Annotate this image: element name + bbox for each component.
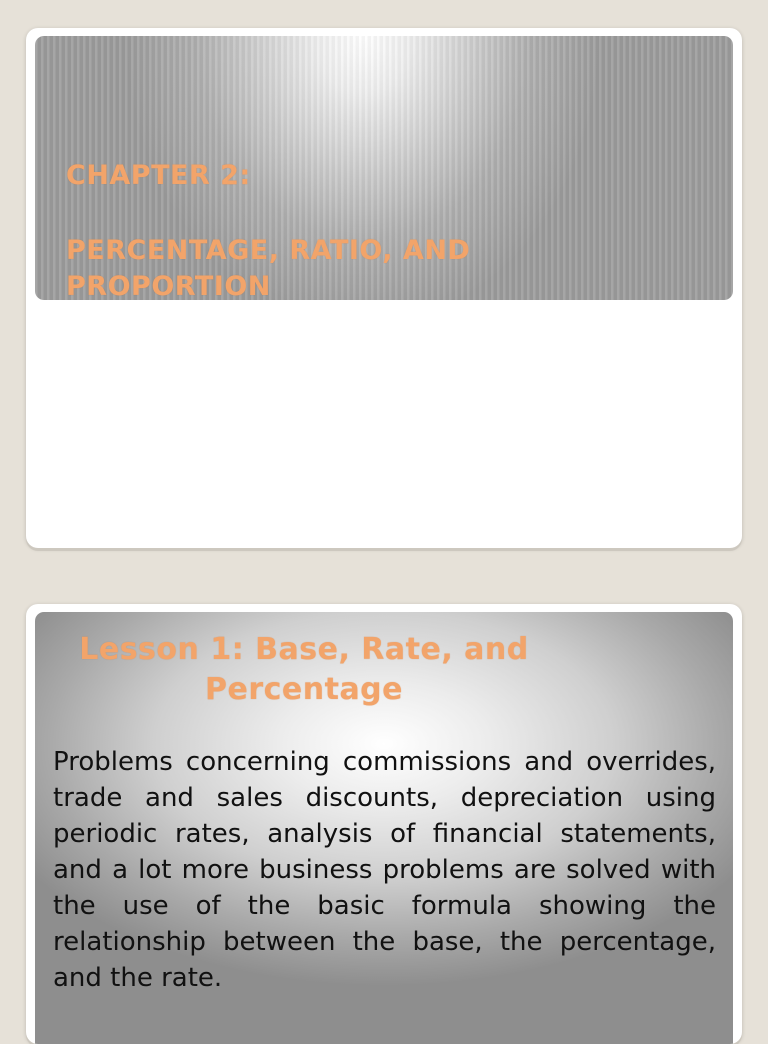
- chapter-subtitle: PERCENTAGE, RATIO, AND PROPORTION: [66, 235, 471, 300]
- lesson-body-text: Problems concerning commissions and overrides, trade and sales discounts, depreciation using periodic rates, analysis of financial statements, and a lot more business problems are solved with the use of the basic formula showing the relationship between the base, the percentage, and the rate.: [53, 747, 716, 993]
- lesson-title: Lesson 1: Base, Rate, and Percentage: [79, 632, 529, 707]
- slide-chapter-title: [26, 28, 742, 548]
- slide-lesson-1: [26, 604, 742, 1044]
- title-banner: [35, 36, 733, 300]
- chapter-heading: CHAPTER 2:: [66, 160, 251, 191]
